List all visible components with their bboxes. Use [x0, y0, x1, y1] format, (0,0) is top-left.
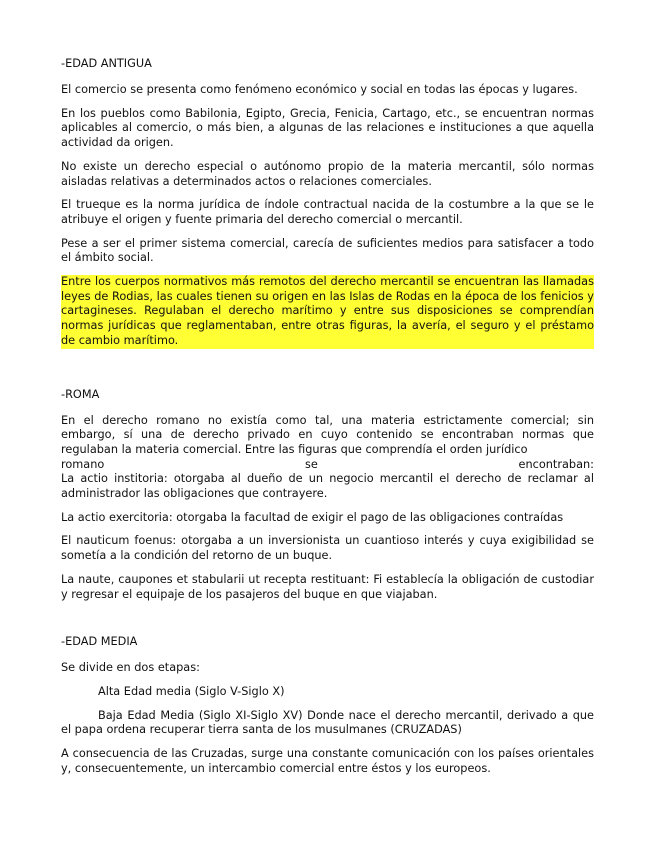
list-item-baja-edad-media — [61, 709, 594, 738]
heading-roma: -ROMA — [61, 387, 100, 401]
paragraph: La actio exercitoria: otorgaba la facultad de exigir el pago de las obligaciones contraídas — [61, 510, 564, 524]
heading-edad-antigua: -EDAD ANTIGUA — [61, 57, 152, 70]
paragraph: La naute, caupones et stabularii ut recepta restituant: Fi establecía la obligación de custodiar y regresar el equipaje de los pasajeros del buque en que viajaban. — [61, 572, 594, 601]
document-body — [61, 57, 594, 786]
word: encontraban: — [518, 457, 594, 471]
highlighted-paragraph: Entre los cuerpos normativos más remotos del derecho mercantil se encuentran las llamadas leyes de Rodias, las cuales tienen su origen en las Islas de Rodas en la época de los fenicios y cartagineses. Regulaban el derecho marítimo y entre sus disposiciones se comprendían normas jurídicas que reglamentaban, entre otras figuras, la avería, el seguro y el préstamo de cambio marítimo. — [61, 275, 594, 347]
paragraph-text: Baja Edad Media (Siglo XI-Siglo XV) Donde nace el derecho mercantil, derivado a que el papa ordena recuperar tierra santa de los musulmanes (CRUZADAS) — [61, 708, 594, 737]
heading-edad-media: -EDAD MEDIA — [61, 635, 138, 649]
paragraph: En los pueblos como Babilonia, Egipto, Grecia, Fenicia, Cartago, etc., se encuentran normas aplicables al comercio, o más bien, a algunas de las relaciones e instituciones a que aquella actividad da origen. — [61, 106, 594, 150]
justified-line — [61, 458, 594, 473]
paragraph: La actio institoria: otorgaba al dueño de un negocio mercantil el derecho de reclamar al administrador las obligaciones que contrayere. — [61, 472, 594, 501]
paragraph: A consecuencia de las Cruzadas, surge una constante comunicación con los países orientales y, consecuentemente, un intercambio comercial entre éstos y los europeos. — [61, 747, 594, 775]
paragraph: El trueque es la norma jurídica de índole contractual nacida de la costumbre a la que se le atribuye el origen y fuente primaria del derecho comercial o mercantil. — [61, 198, 594, 226]
paragraph: No existe un derecho especial o autónomo propio de la materia mercantil, sólo normas aisladas relativas a determinados actos o relaciones comerciales. — [61, 159, 594, 188]
word: se — [305, 457, 318, 471]
list-item-alta-edad-media: Alta Edad media (Siglo V-Siglo X) — [98, 684, 285, 698]
paragraph: El nauticum foenus: otorgaba a un inversionista un cuantioso interés y cuya exigibilidad se sometía a la condición del retorno de un buque. — [61, 534, 594, 563]
paragraph: El comercio se presenta como fenómeno económico y social en todas las épocas y lugares. — [61, 83, 578, 96]
word: romano — [61, 457, 105, 471]
paragraph: Se divide en dos etapas: — [61, 661, 200, 675]
paragraph: En el derecho romano no existía como tal, una materia estrictamente comercial; sin embargo, sí una de derecho privado en cuyo contenido se encontraban normas que regulaban la materia comercial. Entre las figuras que comprendía el orden jurídico — [61, 413, 594, 456]
paragraph: Pese a ser el primer sistema comercial, carecía de suficientes medios para satisfacer a todo el ámbito social. — [61, 236, 594, 265]
